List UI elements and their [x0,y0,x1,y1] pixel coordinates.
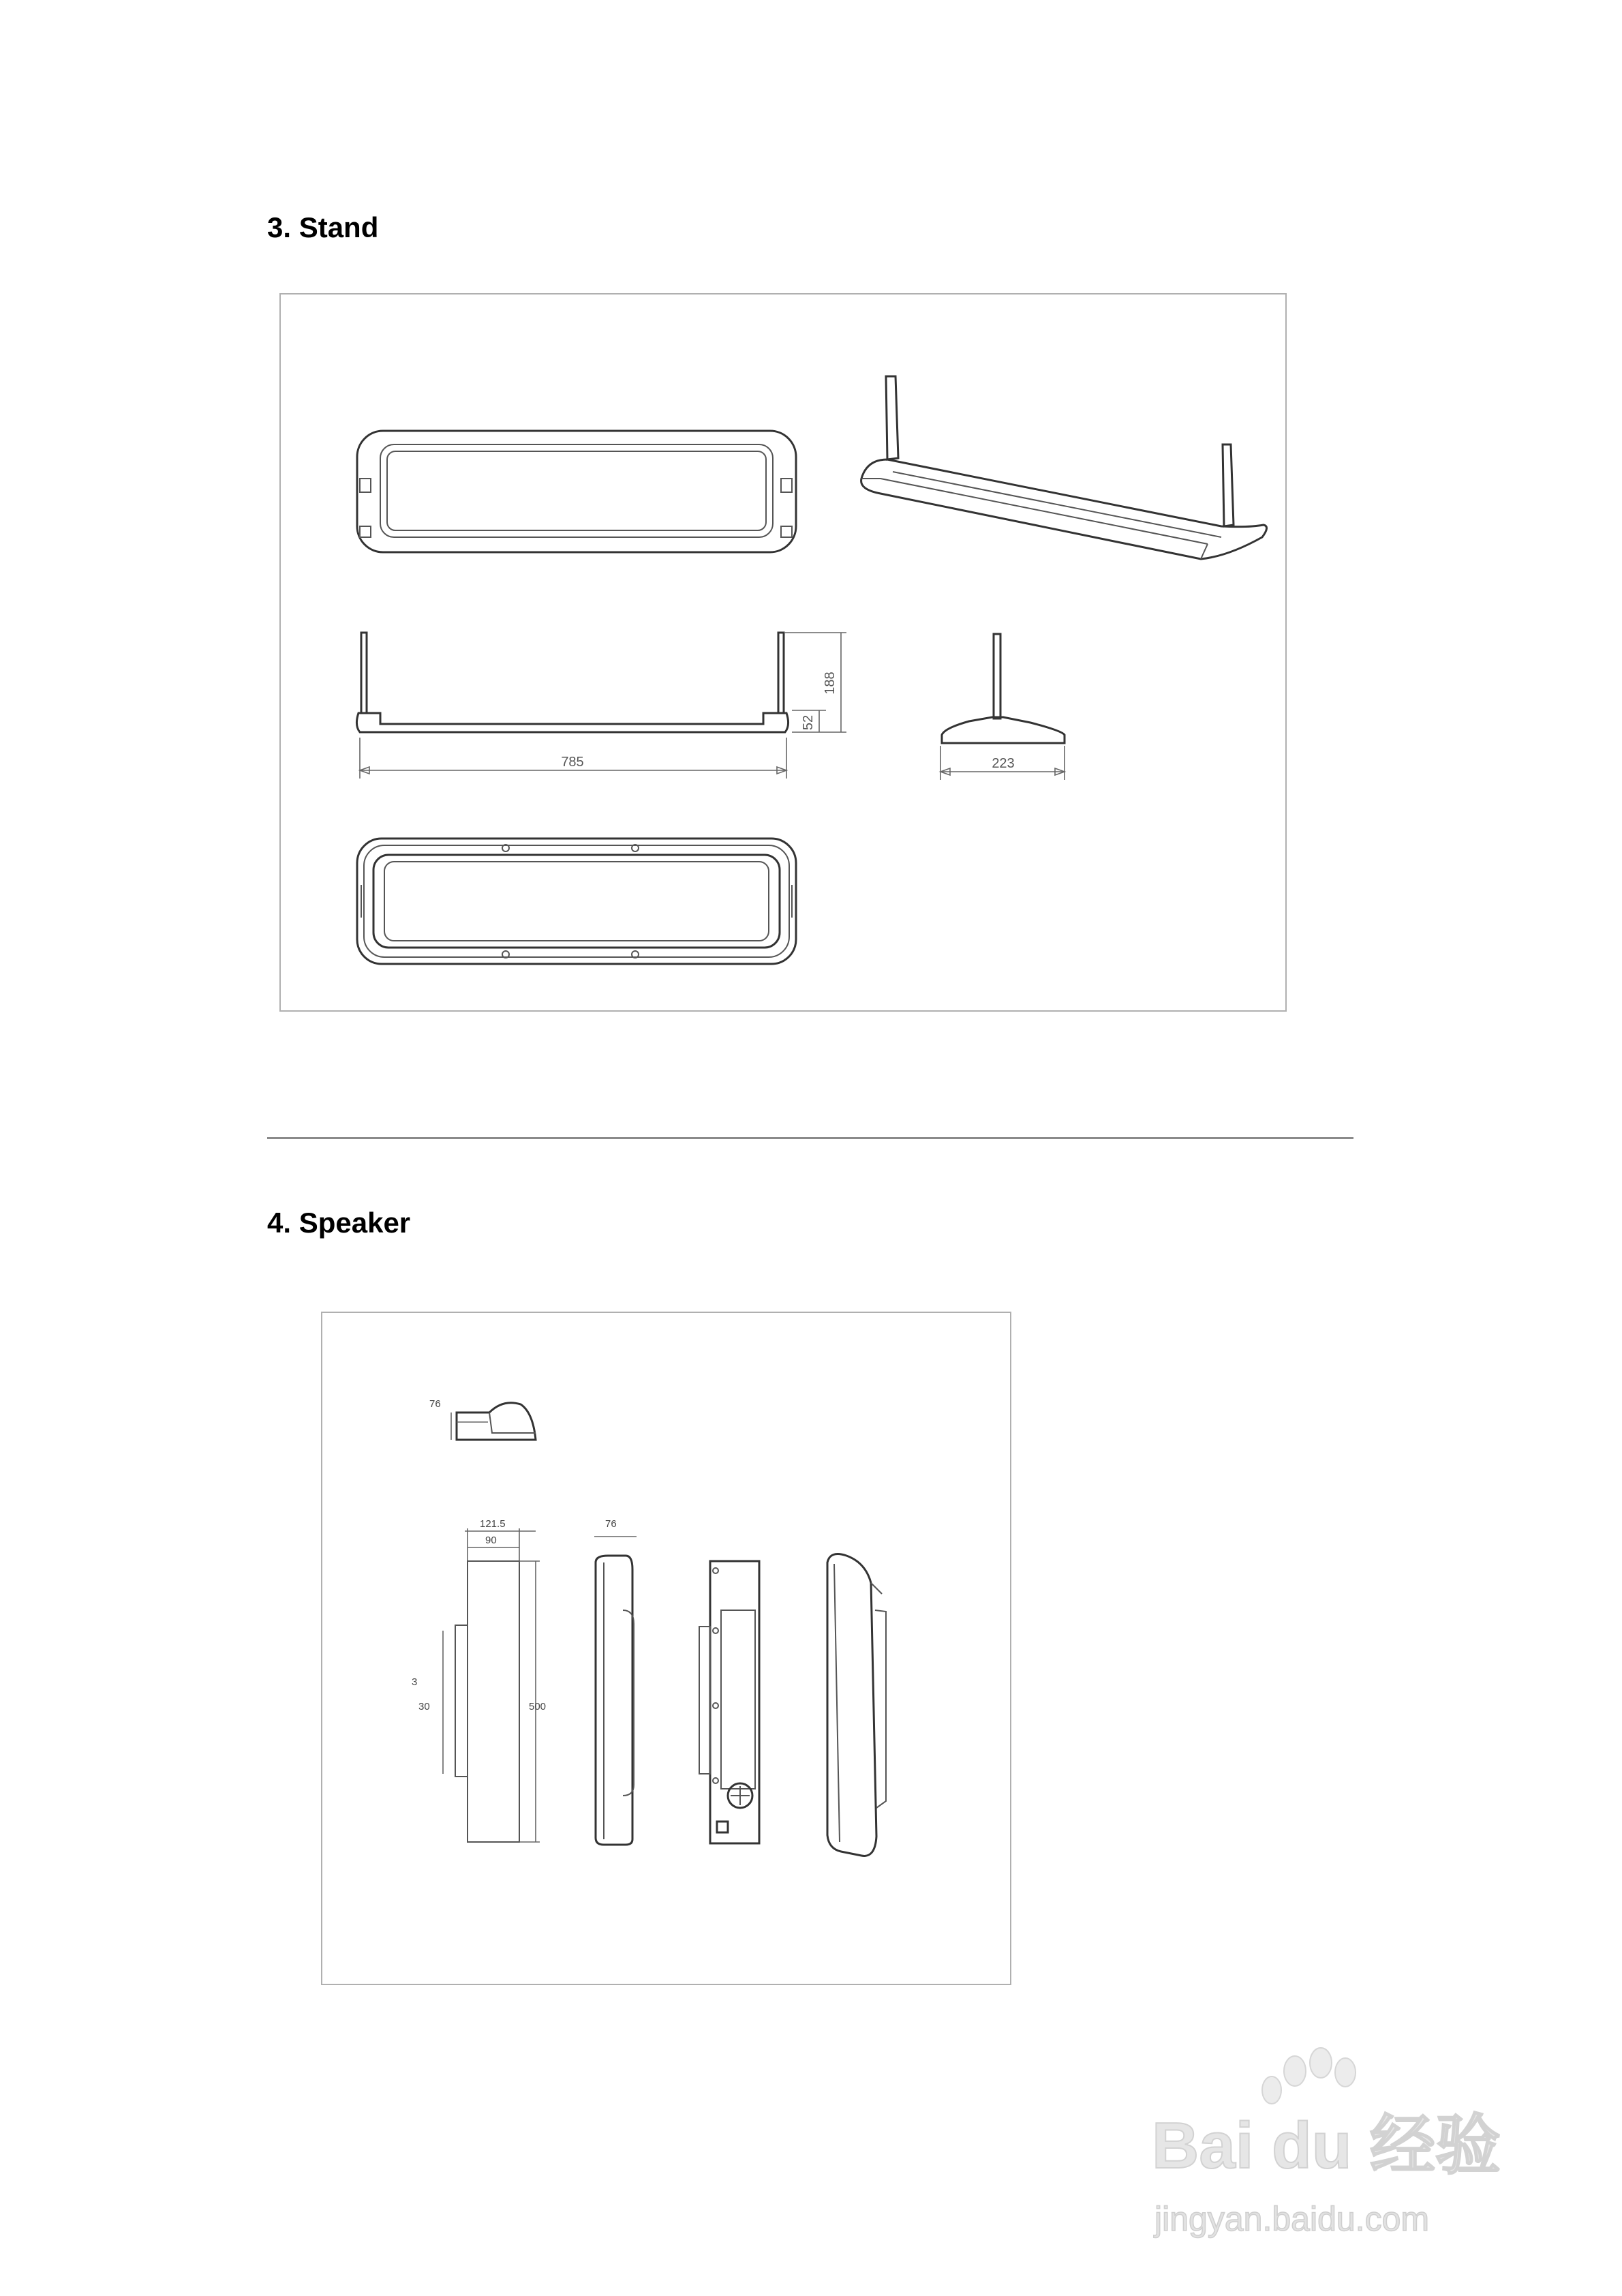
speaker-front-inner-dimension: 90 [485,1535,497,1546]
stand-depth-dimension: 223 [992,756,1015,771]
stand-bottom-view [357,839,796,964]
stand-width-dimension: 785 [561,755,584,770]
speaker-top-view [429,1398,536,1440]
speaker-rear-view [699,1561,759,1843]
stand-top-view [357,431,796,552]
speaker-front-width-dimension: 121.5 [480,1518,506,1530]
speaker-top-depth-dimension: 76 [429,1398,441,1410]
stand-side-view [940,634,1065,780]
speaker-side-a-dimension: 3 [412,1676,418,1688]
stand-technical-drawing [281,294,1288,1013]
speaker-technical-drawing [322,1313,1013,1987]
speaker-side-b-dimension: 30 [418,1701,430,1712]
speaker-side-depth-dimension: 76 [605,1518,617,1530]
stand-height-dimension: 188 [823,671,838,695]
section-divider [267,1137,1353,1139]
speaker-front-height-dimension: 500 [529,1701,547,1712]
speaker-perspective-view [827,1554,886,1856]
watermark-logo-text: Bai du 经验 [1152,2109,1501,2182]
stand-isometric-view [861,376,1267,559]
section-heading-speaker: 4. Speaker [267,1207,411,1239]
paw-logo-icon [1262,2048,1356,2104]
stand-front-view [356,633,846,779]
stand-base-dimension: 52 [801,714,816,731]
speaker-side-view [594,1518,637,1845]
speaker-drawing-frame [321,1312,1011,1985]
speaker-front-view [412,1518,546,1842]
section-heading-stand: 3. Stand [267,211,379,243]
stand-drawing-frame [279,293,1287,1012]
watermark-url: jingyan.baidu.com [1154,2200,1430,2238]
baidu-jingyan-watermark [1145,2045,1527,2250]
